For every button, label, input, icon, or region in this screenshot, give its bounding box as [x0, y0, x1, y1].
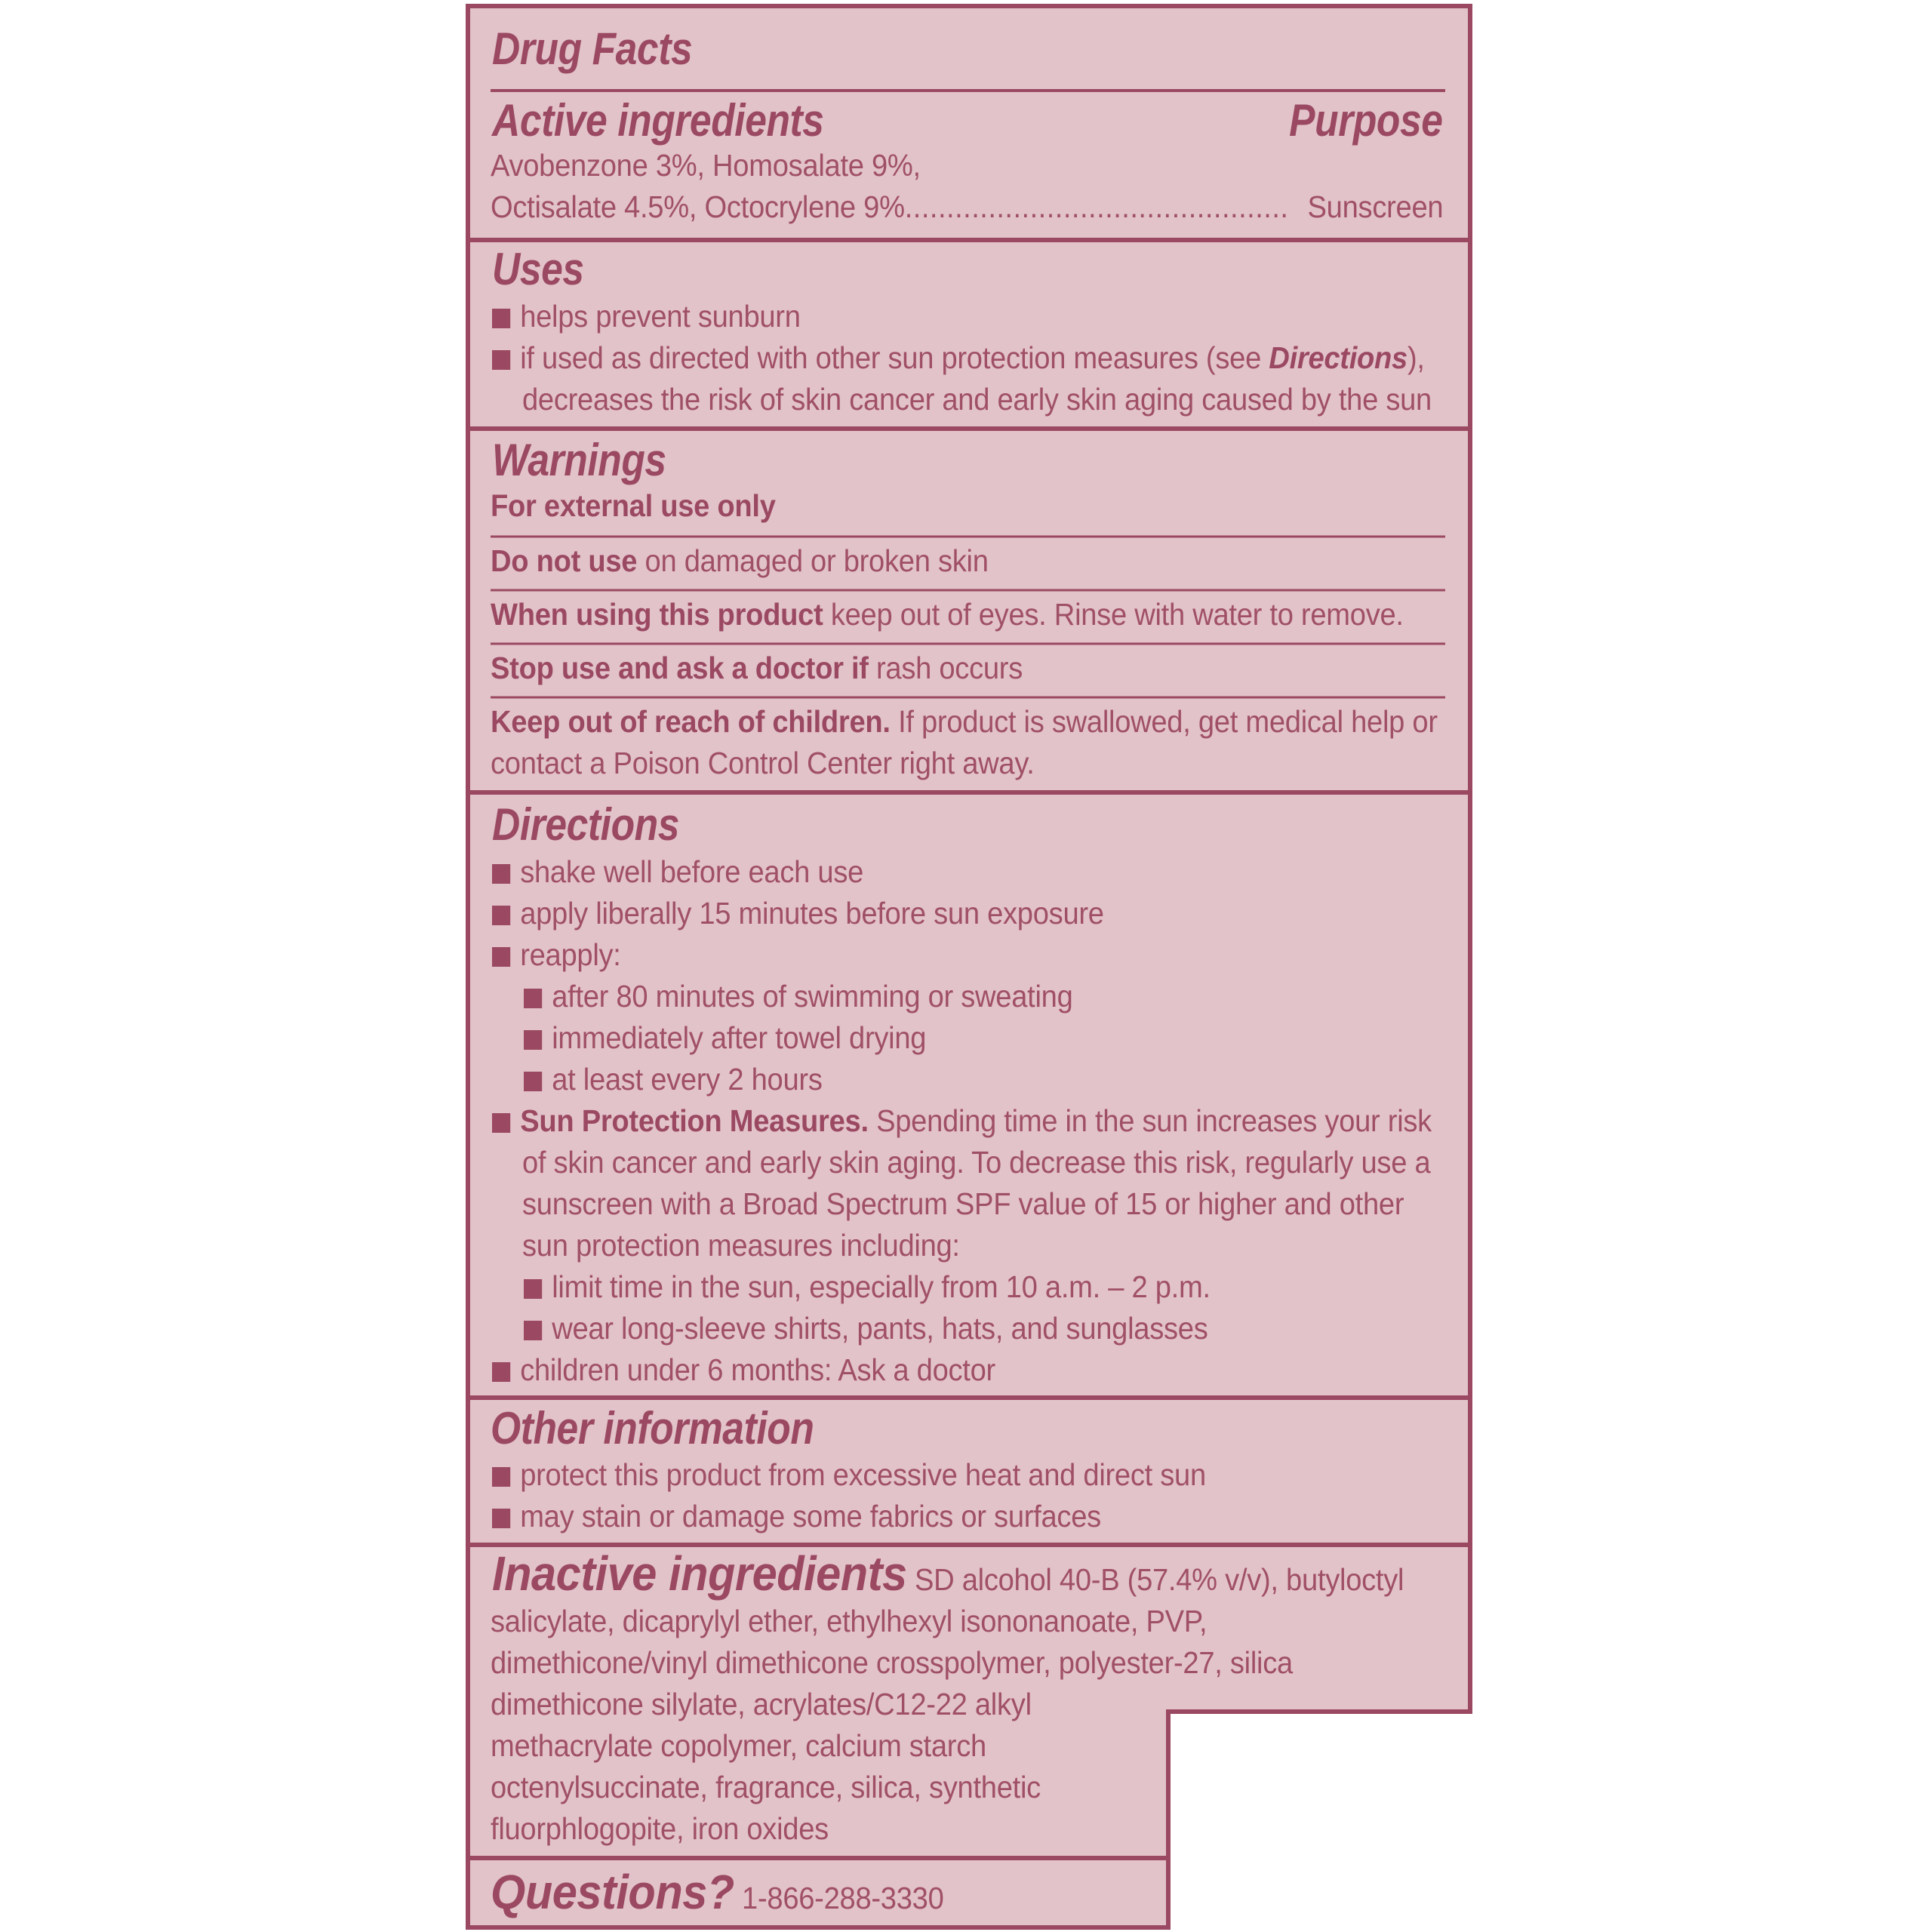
stop-use-text: rash occurs — [868, 651, 1023, 685]
directions-subitem-text: wear long-sleeve shirts, pants, hats, and sunglasses — [552, 1311, 1208, 1346]
questions-heading: Questions? — [491, 1865, 734, 1919]
bullet-square-icon — [524, 1072, 542, 1091]
directions-subitem — [524, 1059, 823, 1100]
drug-facts-title: Drug Facts — [492, 23, 693, 74]
inactive-ingredients-line — [492, 1546, 1404, 1601]
dot-leader: .............................................. — [904, 189, 1289, 224]
inactive-ingredients-text: octenylsuccinate, fragrance, silica, synthetic — [491, 1770, 1041, 1804]
active-ingredient-names: Octisalate 4.5%, Octocrylene 9% — [491, 189, 905, 224]
do-not-use-text: on damaged or broken skin — [637, 543, 989, 578]
directions-reference: Directions — [1269, 340, 1407, 375]
bullet-square-icon — [524, 1030, 542, 1050]
uses-item-continuation: decreases the risk of skin cancer and early skin aging caused by the sun — [522, 382, 1432, 417]
inactive-ingredients-text: fluorphlogopite, iron oxides — [491, 1811, 829, 1846]
questions-line — [491, 1865, 944, 1919]
stop-use-label: Stop use and ask a doctor if — [491, 651, 869, 685]
sun-protection-continuation: sun protection measures including: — [522, 1228, 960, 1263]
when-using-text: keep out of eyes. Rinse with water to remove. — [823, 597, 1404, 632]
directions-item-text: children under 6 months: Ask a doctor — [520, 1352, 995, 1387]
uses-item-text: if used as directed with other sun protection measures (see — [520, 340, 1269, 375]
bullet-square-icon — [492, 1509, 510, 1528]
directions-item — [492, 1100, 1432, 1142]
questions-phone: 1-866-288-3330 — [734, 1881, 944, 1915]
directions-item — [492, 934, 621, 976]
stop-use-warning — [491, 648, 1023, 689]
sun-protection-continuation: sunscreen with a Broad Spectrum SPF value of 15 or higher and other — [522, 1186, 1404, 1221]
bullet-square-icon — [492, 1362, 510, 1382]
directions-item — [492, 851, 863, 893]
keep-out-text: If product is swallowed, get medical help or — [890, 704, 1438, 739]
other-item — [492, 1454, 1206, 1496]
bullet-square-icon — [492, 906, 510, 925]
bullet-square-icon — [492, 350, 510, 370]
directions-item — [492, 893, 1104, 934]
sun-protection-label: Sun Protection Measures. — [520, 1103, 869, 1138]
directions-subitem — [524, 1308, 1208, 1349]
directions-item-text: shake well before each use — [520, 854, 864, 889]
directions-heading: Directions — [492, 799, 680, 850]
uses-item — [492, 296, 801, 337]
inactive-ingredients-heading: Inactive ingredients — [492, 1546, 907, 1601]
bullet-square-icon — [524, 1321, 542, 1340]
uses-item-text-end: ), — [1407, 340, 1425, 375]
inactive-ingredients-text: dimethicone/vinyl dimethicone crosspolymer, polyester-27, silica — [491, 1645, 1293, 1680]
when-using-label: When using this product — [491, 597, 823, 632]
do-not-use-warning — [491, 540, 989, 582]
inactive-ingredients-text: methacrylate copolymer, calcium starch — [491, 1728, 986, 1763]
inactive-ingredients-text: dimethicone silylate, acrylates/C12-22 alkyl — [491, 1687, 1032, 1721]
sun-protection-continuation: of skin cancer and early skin aging. To decrease this risk, regularly use a — [522, 1145, 1431, 1180]
directions-subitem-text: at least every 2 hours — [552, 1062, 823, 1097]
directions-item — [492, 1349, 995, 1391]
sun-protection-text: Spending time in the sun increases your risk — [868, 1103, 1432, 1138]
other-item-text: may stain or damage some fabrics or surfaces — [520, 1499, 1101, 1534]
warnings-heading: Warnings — [492, 435, 666, 485]
other-item — [492, 1496, 1101, 1537]
directions-subitem — [524, 1266, 1211, 1308]
bullet-square-icon — [524, 989, 542, 1008]
inactive-ingredients-text: salicylate, dicaprylyl ether, ethylhexyl isononanoate, PVP, — [491, 1604, 1208, 1638]
bullet-square-icon — [492, 947, 510, 967]
bullet-square-icon — [492, 1113, 510, 1133]
directions-subitem-text: limit time in the sun, especially from 10 a.m. – 2 p.m. — [552, 1269, 1211, 1304]
directions-subitem-text: immediately after towel drying — [552, 1020, 927, 1055]
external-use-only: For external use only — [491, 488, 776, 523]
bullet-square-icon — [492, 309, 510, 328]
directions-item-text: reapply: — [520, 937, 621, 972]
other-information-heading: Other information — [491, 1403, 814, 1454]
keep-out-continuation: contact a Poison Control Center right away. — [491, 746, 1035, 780]
uses-item — [492, 337, 1425, 379]
purpose-heading: Purpose — [1289, 95, 1443, 146]
uses-heading: Uses — [492, 244, 584, 294]
bullet-square-icon — [492, 864, 510, 884]
active-line-2 — [491, 186, 1288, 228]
directions-subitem — [524, 976, 1073, 1017]
directions-subitem-text: after 80 minutes of swimming or sweating — [552, 979, 1073, 1014]
do-not-use-label: Do not use — [491, 543, 638, 578]
uses-item-text: helps prevent sunburn — [520, 299, 801, 334]
purpose-value: Sunscreen — [1307, 189, 1443, 224]
keep-out-warning — [491, 701, 1438, 743]
other-item-text: protect this product from excessive heat and direct sun — [520, 1457, 1206, 1492]
directions-subitem — [524, 1017, 926, 1059]
bullet-square-icon — [492, 1467, 510, 1487]
bullet-square-icon — [524, 1279, 542, 1299]
when-using-warning — [491, 594, 1404, 635]
active-line-1: Avobenzone 3%, Homosalate 9%, — [491, 148, 921, 183]
active-ingredients-heading: Active ingredients — [492, 95, 824, 146]
inactive-ingredients-text: SD alcohol 40-B (57.4% v/v), butyloctyl — [906, 1562, 1404, 1597]
keep-out-label: Keep out of reach of children. — [491, 704, 891, 739]
directions-item-text: apply liberally 15 minutes before sun exposure — [520, 896, 1104, 931]
